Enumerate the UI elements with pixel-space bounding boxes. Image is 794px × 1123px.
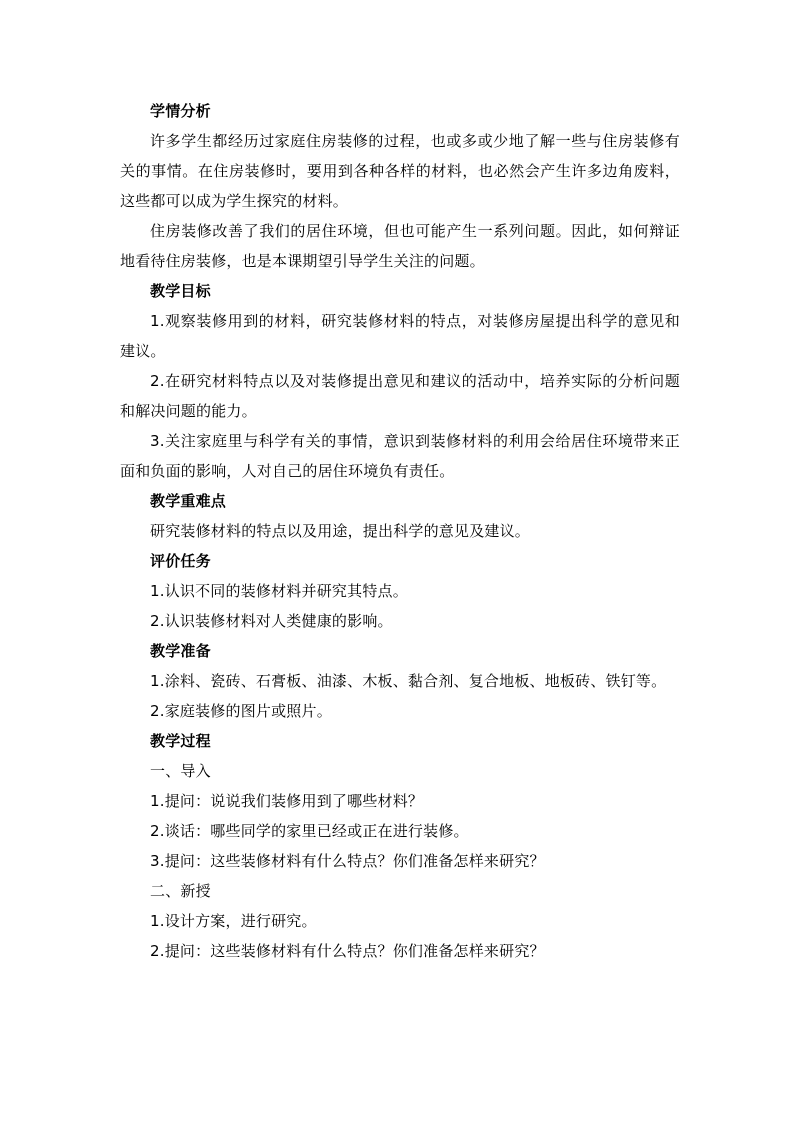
paragraph: 1.观察装修用到的材料，研究装修材料的特点，对装修房屋提出科学的意见和建议。 — [120, 312, 680, 360]
section-heading-teaching-goals: 教学目标 — [150, 282, 211, 300]
section-heading-teaching-process: 教学过程 — [150, 732, 211, 750]
paragraph: 3.关注家庭里与科学有关的事情，意识到装修材料的利用会给居住环境带来正面和负面的影响，人对自己的居住环境负有责任。 — [120, 432, 680, 480]
section-heading-key-points: 教学重难点 — [150, 492, 227, 510]
section-heading-learning-analysis: 学情分析 — [150, 102, 211, 120]
paragraph: 2.提问：这些装修材料有什么特点？你们准备怎样来研究？ — [150, 942, 545, 960]
paragraph: 研究装修材料的特点以及用途，提出科学的意见及建议。 — [150, 522, 531, 540]
paragraph: 2.谈话：哪些同学的家里已经或正在进行装修。 — [150, 822, 469, 840]
paragraph: 许多学生都经历过家庭住房装修的过程，也或多或少地了解一些与住房装修有关的事情。在住房装修时，要用到各种各样的材料，也必然会产生许多边角废料，这些都可以成为学生探究的材料。 — [120, 132, 680, 210]
paragraph: 2.认识装修材料对人类健康的影响。 — [150, 612, 393, 630]
paragraph: 1.设计方案，进行研究。 — [150, 912, 317, 930]
paragraph: 2.家庭装修的图片或照片。 — [150, 702, 332, 720]
paragraph: 二、新授 — [150, 882, 211, 900]
paragraph: 1.认识不同的装修材料并研究其特点。 — [150, 582, 408, 600]
paragraph: 1.提问：说说我们装修用到了哪些材料？ — [150, 792, 424, 810]
paragraph: 3.提问：这些装修材料有什么特点？你们准备怎样来研究？ — [150, 852, 545, 870]
paragraph: 一、导入 — [150, 762, 211, 780]
section-heading-evaluation-tasks: 评价任务 — [150, 552, 211, 570]
paragraph: 住房装修改善了我们的居住环境，但也可能产生一系列问题。因此，如何辩证地看待住房装修，也是本课期望引导学生关注的问题。 — [120, 222, 680, 270]
paragraph: 2.在研究材料特点以及对装修提出意见和建议的活动中，培养实际的分析问题和解决问题的能力。 — [120, 372, 680, 420]
document-page — [120, 96, 680, 966]
paragraph: 1.涂料、瓷砖、石膏板、油漆、木板、黏合剂、复合地板、地板砖、铁钉等。 — [150, 672, 667, 690]
section-heading-teaching-preparation: 教学准备 — [150, 642, 211, 660]
